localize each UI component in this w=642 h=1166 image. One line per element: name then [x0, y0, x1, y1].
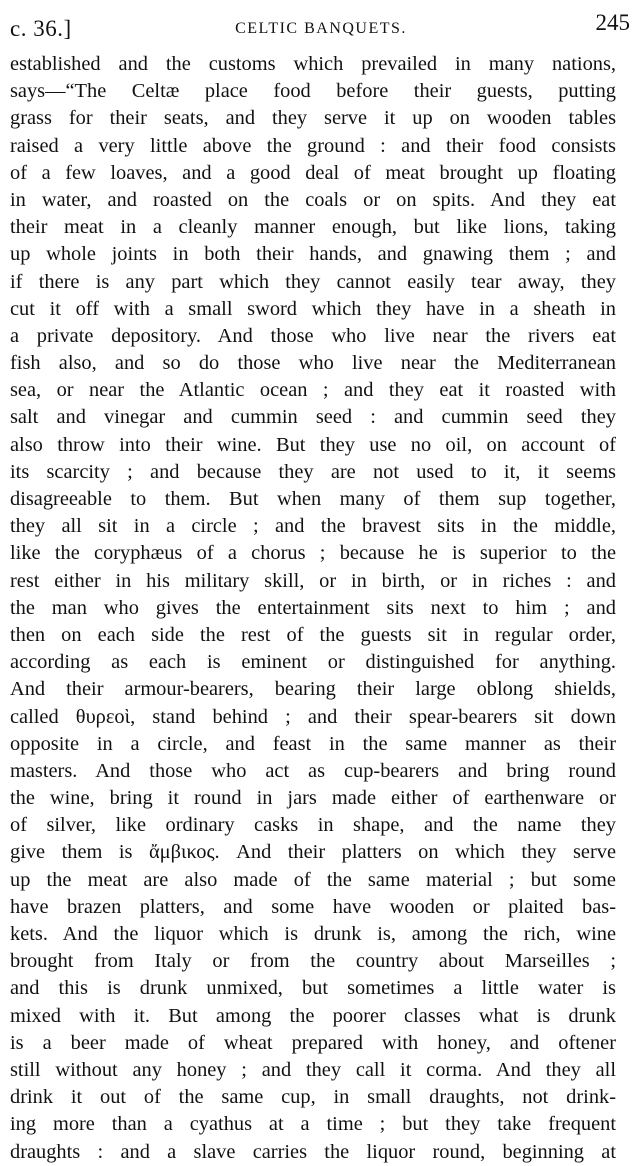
text-line: the man who gives the entertainment sits next to him ; and: [10, 596, 616, 619]
body-text: [10, 51, 616, 1166]
chapter-reference: c. 36.]: [10, 16, 72, 41]
text-line: opposite in a circle, and feast in the same manner as their: [10, 732, 616, 755]
text-line: says—“The Celtæ place food before their guests, putting: [10, 80, 616, 103]
text-line: drink it out of the same cup, in small draughts, not drink-: [10, 1086, 616, 1109]
text-line: masters. And those who act as cup-bearers and bring round: [10, 759, 616, 782]
text-line: kets. And the liquor which is drunk is, among the rich, wine: [10, 923, 616, 945]
text-line: called θυρεοὶ, stand behind ; and their spear-bearers sit down: [10, 705, 616, 728]
running-title: CELTIC BANQUETS.: [235, 20, 407, 37]
text-line: have brazen platters, and some have wooden or plaited bas-: [10, 895, 616, 918]
text-line: like the coryphæus of a chorus ; because he is superior to the: [10, 542, 616, 565]
text-line: up whole joints in both their hands, and gnawing them ; and: [10, 243, 616, 266]
text-line: disagreeable to them. But when many of them sup together,: [10, 488, 616, 510]
text-line: And their armour-bearers, bearing their large oblong shields,: [10, 678, 616, 701]
text-line: up the meat are also made of the same material ; but some: [10, 868, 616, 891]
text-line: give them is ἄμβικος. And their platters on which they serve: [10, 841, 616, 864]
text-line: salt and vinegar and cummin seed : and cummin seed they: [10, 406, 616, 429]
text-line: of silver, like ordinary casks in shape, and the name they: [10, 814, 616, 837]
text-line: then on each side the rest of the guests sit in regular order,: [10, 623, 616, 646]
text-line: sea, or near the Atlantic ocean ; and they eat it roasted with: [10, 379, 616, 402]
running-header: [8, 8, 634, 42]
text-line: its scarcity ; and because they are not used to it, it seems: [10, 460, 616, 483]
text-line: brought from Italy or from the country about Marseilles ;: [10, 950, 616, 973]
text-line: is a beer made of wheat prepared with honey, and oftener: [10, 1031, 616, 1054]
text-line: rest either in his military skill, or in birth, or in riches : and: [10, 569, 616, 592]
text-line: according as each is eminent or distinguished for anything.: [10, 651, 616, 674]
text-line: established and the customs which prevailed in many nations,: [10, 53, 616, 75]
text-line: still without any honey ; and they call it corma. And they all: [10, 1058, 616, 1081]
text-line: raised a very little above the ground : and their food consists: [10, 134, 616, 157]
text-line: they all sit in a circle ; and the bravest sits in the middle,: [10, 515, 616, 538]
text-line: ing more than a cyathus at a time ; but they take frequent: [10, 1113, 616, 1136]
text-line: also throw into their wine. But they use no oil, on account of: [10, 433, 616, 456]
text-line: grass for their seats, and they serve it up on wooden tables: [10, 107, 616, 130]
text-line: fish also, and so do those who live near the Mediterranean: [10, 352, 616, 375]
text-line: of a few loaves, and a good deal of meat brought up floating: [10, 161, 616, 184]
text-line: mixed with it. But among the poorer classes what is drunk: [10, 1004, 616, 1027]
text-line: in water, and roasted on the coals or on spits. And they eat: [10, 188, 616, 211]
text-line: if there is any part which they cannot easily tear away, they: [10, 270, 616, 293]
text-line: cut it off with a small sword which they have in a sheath in: [10, 297, 616, 320]
text-line: and this is drunk unmixed, but sometimes a little water is: [10, 977, 616, 1000]
text-line: the wine, bring it round in jars made either of earthenware or: [10, 787, 616, 810]
text-line: draughts : and a slave carries the liquor round, beginning at: [10, 1140, 616, 1163]
page-number: 245: [595, 10, 630, 35]
text-line: a private depository. And those who live near the rivers eat: [10, 324, 616, 347]
text-line: their meat in a cleanly manner enough, but like lions, taking: [10, 216, 616, 239]
